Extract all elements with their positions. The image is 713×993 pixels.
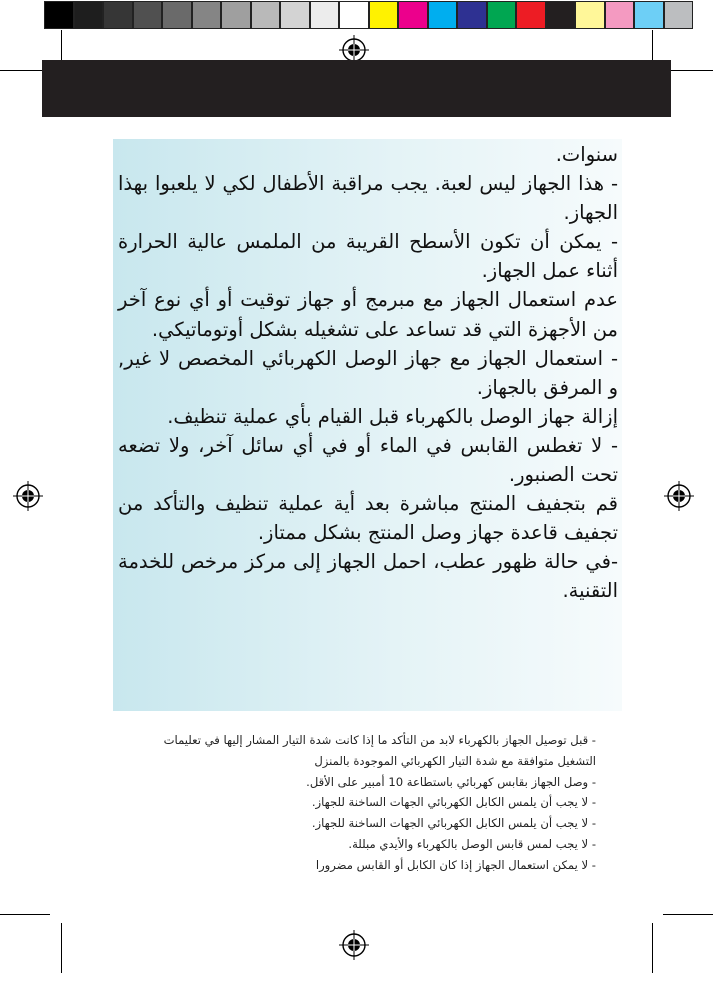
note-item: - وصل الجهاز بقابس كهربائي باستطاعة 10 أمبير على الأقل. <box>306 774 596 789</box>
color-swatch <box>74 1 104 29</box>
note-item: - قبل توصيل الجهاز بالكهرباء لابد من التأكد ما إذا كانت شدة التيار المشار إليها في تعليمات التشغيل متوافقة مع شدة التيار الكهربائي الموجودة بالمنزل <box>163 733 596 768</box>
color-swatch <box>634 1 664 29</box>
note-item: - لا يجب أن يلمس الكابل الكهربائي الجهات الساخنة للجهاز. <box>311 816 596 831</box>
registration-mark-icon <box>664 481 694 511</box>
instruction-paragraph: عدم استعمال الجهاز مع مبرمج أو جهاز توقيت أو أي نوع آخر من الأجهزة التي قد تساعد على تشغيله بشكل أوتوماتيكي. <box>118 288 618 341</box>
color-swatch <box>487 1 517 29</box>
color-swatch <box>457 1 487 29</box>
color-swatch <box>398 1 428 29</box>
crop-mark <box>652 923 653 973</box>
color-swatch <box>162 1 192 29</box>
instruction-paragraph: - يمكن أن تكون الأسطح القريبة من الملمس عالية الحرارة أثناء عمل الجهاز. <box>118 230 618 283</box>
instructions-text <box>118 140 618 606</box>
crop-mark <box>663 914 713 915</box>
color-swatch <box>369 1 399 29</box>
color-swatch <box>339 1 369 29</box>
note-item: - لا يجب أن يلمس الكابل الكهربائي الجهات الساخنة للجهاز. <box>311 795 596 810</box>
color-swatch <box>280 1 310 29</box>
note-item: - لا يجب لمس قابس الوصل بالكهرباء والأيدي مبللة. <box>348 836 596 851</box>
color-calibration-strip <box>44 1 693 29</box>
color-swatch <box>428 1 458 29</box>
color-swatch <box>221 1 251 29</box>
color-swatch <box>605 1 635 29</box>
color-swatch <box>44 1 74 29</box>
instruction-paragraph: - هذا الجهاز ليس لعبة. يجب مراقبة الأطفال لكي لا يلعبوا بهذا الجهاز. <box>118 172 618 225</box>
instruction-paragraph: إزالة جهاز الوصل بالكهرباء قبل القيام بأي عملية تنظيف. <box>167 404 618 428</box>
color-swatch <box>664 1 694 29</box>
color-swatch <box>516 1 546 29</box>
crop-mark <box>0 914 50 915</box>
color-swatch <box>251 1 281 29</box>
instruction-paragraph: قم بتجفيف المنتج مباشرة بعد أية عملية تنظيف والتأكد من تجفيف قاعدة جهاز وصل المنتج بشكل ممتاز. <box>118 492 618 545</box>
instruction-paragraph: -في حالة ظهور عطب، احمل الجهاز إلى مركز مرخص للخدمة التقنية. <box>118 550 618 603</box>
color-swatch <box>310 1 340 29</box>
registration-mark-icon <box>339 930 369 960</box>
note-item: - لا يمكن استعمال الجهاز إذا كان الكابل أو القابس مضرورا <box>315 857 596 872</box>
crop-mark <box>61 923 62 973</box>
color-swatch <box>575 1 605 29</box>
instruction-paragraph: - لا تغطس القابس في الماء أو في أي سائل آخر، ولا تضعه تحت الصنبور. <box>118 433 618 487</box>
color-swatch <box>192 1 222 29</box>
color-swatch <box>546 1 576 29</box>
color-swatch <box>133 1 163 29</box>
instruction-paragraph: - استعمال الجهاز مع جهاز الوصل الكهربائي المخصص لا غير, و المرفق بالجهاز. <box>118 346 618 399</box>
header-bar <box>42 60 671 117</box>
color-swatch <box>103 1 133 29</box>
safety-notes <box>130 730 596 876</box>
registration-mark-icon <box>13 481 43 511</box>
instruction-paragraph: سنوات. <box>555 143 618 166</box>
